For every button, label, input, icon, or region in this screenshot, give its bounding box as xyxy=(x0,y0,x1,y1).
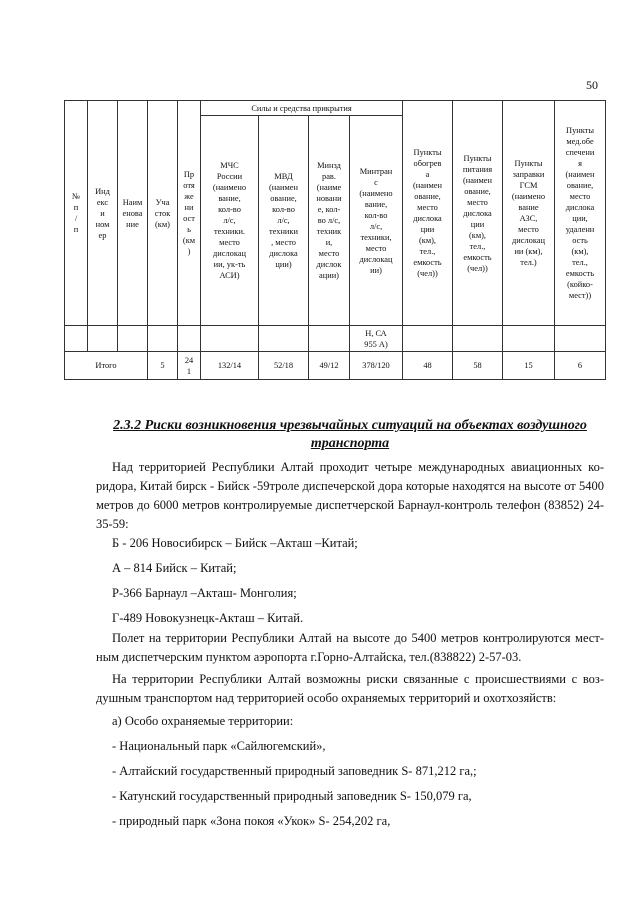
total-section: 5 xyxy=(148,352,178,380)
route-g489: Г-489 Новокузнецк-Акташ – Китай. xyxy=(112,611,304,625)
header-heating: Пункты обогрев а (наимен ование, место дислока ции (км), тел., емкость (чел)) xyxy=(403,101,453,326)
paragraph-risks: На территории Республики Алтай возможны риски связанные с происшествиями с воз-душным транспортом над территорией особо охраняемых территорий и охотхозяйств: xyxy=(96,672,604,705)
header-fuel: Пункты заправки ГСМ (наимено вание АЗС, место дислокац ии (км), тел.) xyxy=(503,101,555,326)
mintrans-continued-cell: Н, СА 955 А) xyxy=(350,326,403,352)
table-row xyxy=(65,326,606,352)
header-name: Наим енова ние xyxy=(118,101,148,326)
page-number: 50 xyxy=(586,78,598,92)
section-title xyxy=(100,417,600,453)
header-mintrans: Минтран с (наимено вание, кол-во л/с, техники, место дислокац ии) xyxy=(350,116,403,326)
total-food: 58 xyxy=(453,352,503,380)
list-item: - природный парк «Зона покоя «Укок» S- 254,202 га, xyxy=(112,814,391,828)
paragraph-local-control: Полет на территории Республики Алтай на высоте до 5400 метров контролируются мест-ным диспетчерским пунктом аэропорта г.Горно-Алтайска, тел.(838822) 2-57-03. xyxy=(96,631,604,664)
total-length: 24 1 xyxy=(178,352,201,380)
forces-table xyxy=(64,100,606,380)
header-index: Инд екс и ном ер xyxy=(88,101,118,326)
paragraph-corridors: Над территорией Республики Алтай проходит четыре международных авиационных ко-ридора, Китай бирск - Бийск -59троле диспечерской дора которые находятся на высоте от 5400 метров до 6000 метров контролируемые диспетчерской Барнаул-контроль телефон (83852) 24-35-59: xyxy=(96,460,604,531)
header-minzdrav: Минзд рав. (наиме новани е, кол- во л/с, техник и, место дислок ации) xyxy=(309,116,350,326)
header-medical: Пункты мед.обе спечени я (наимен ование, место дислока ции, удаленн ость (км), тел., емкость (койко- мест)) xyxy=(555,101,606,326)
total-label: Итого xyxy=(65,352,148,380)
header-no: № п / п xyxy=(65,101,88,326)
header-section: Уча сток (км) xyxy=(148,101,178,326)
total-heating: 48 xyxy=(403,352,453,380)
route-a814: А – 814 Бийск – Китай; xyxy=(112,561,237,575)
total-row xyxy=(65,352,606,380)
total-mchs: 132/14 xyxy=(201,352,259,380)
route-r366: Р-366 Барнаул –Акташ- Монголия; xyxy=(112,586,297,600)
total-minzdrav: 49/12 xyxy=(309,352,350,380)
header-forces: Силы и средства прикрытия xyxy=(201,101,403,116)
section-title-text: Риски возникновения чрезвычайных ситуаций на объектах воздушного транспорта xyxy=(144,418,587,451)
total-mintrans: 378/120 xyxy=(350,352,403,380)
total-fuel: 15 xyxy=(503,352,555,380)
route-b206: Б - 206 Новосибирск – Бийск –Акташ –Китай; xyxy=(112,536,358,550)
header-mchs: МЧС России (наимено вание, кол-во л/с, техники. место дислокац ии, ук-ть АСИ) xyxy=(201,116,259,326)
section-number: 2.3.2 xyxy=(113,418,142,433)
list-item: - Алтайский государственный природный заповедник S- 871,212 га,; xyxy=(112,764,477,778)
header-length: Пр отя же ни ост ь (км ) xyxy=(178,101,201,326)
list-heading-protected: а) Особо охраняемые территории: xyxy=(112,714,294,728)
header-mvd: МВД (наимен ование, кол-во л/с, техники , место дислока ции) xyxy=(259,116,309,326)
list-item: - Национальный парк «Сайлюгемский», xyxy=(112,739,326,753)
total-medical: 6 xyxy=(555,352,606,380)
total-mvd: 52/18 xyxy=(259,352,309,380)
header-food: Пункты питания (наимен ование, место дислока ции (км), тел., емкость (чел)) xyxy=(453,101,503,326)
list-item: - Катунский государственный природный заповедник S- 150,079 га, xyxy=(112,789,472,803)
